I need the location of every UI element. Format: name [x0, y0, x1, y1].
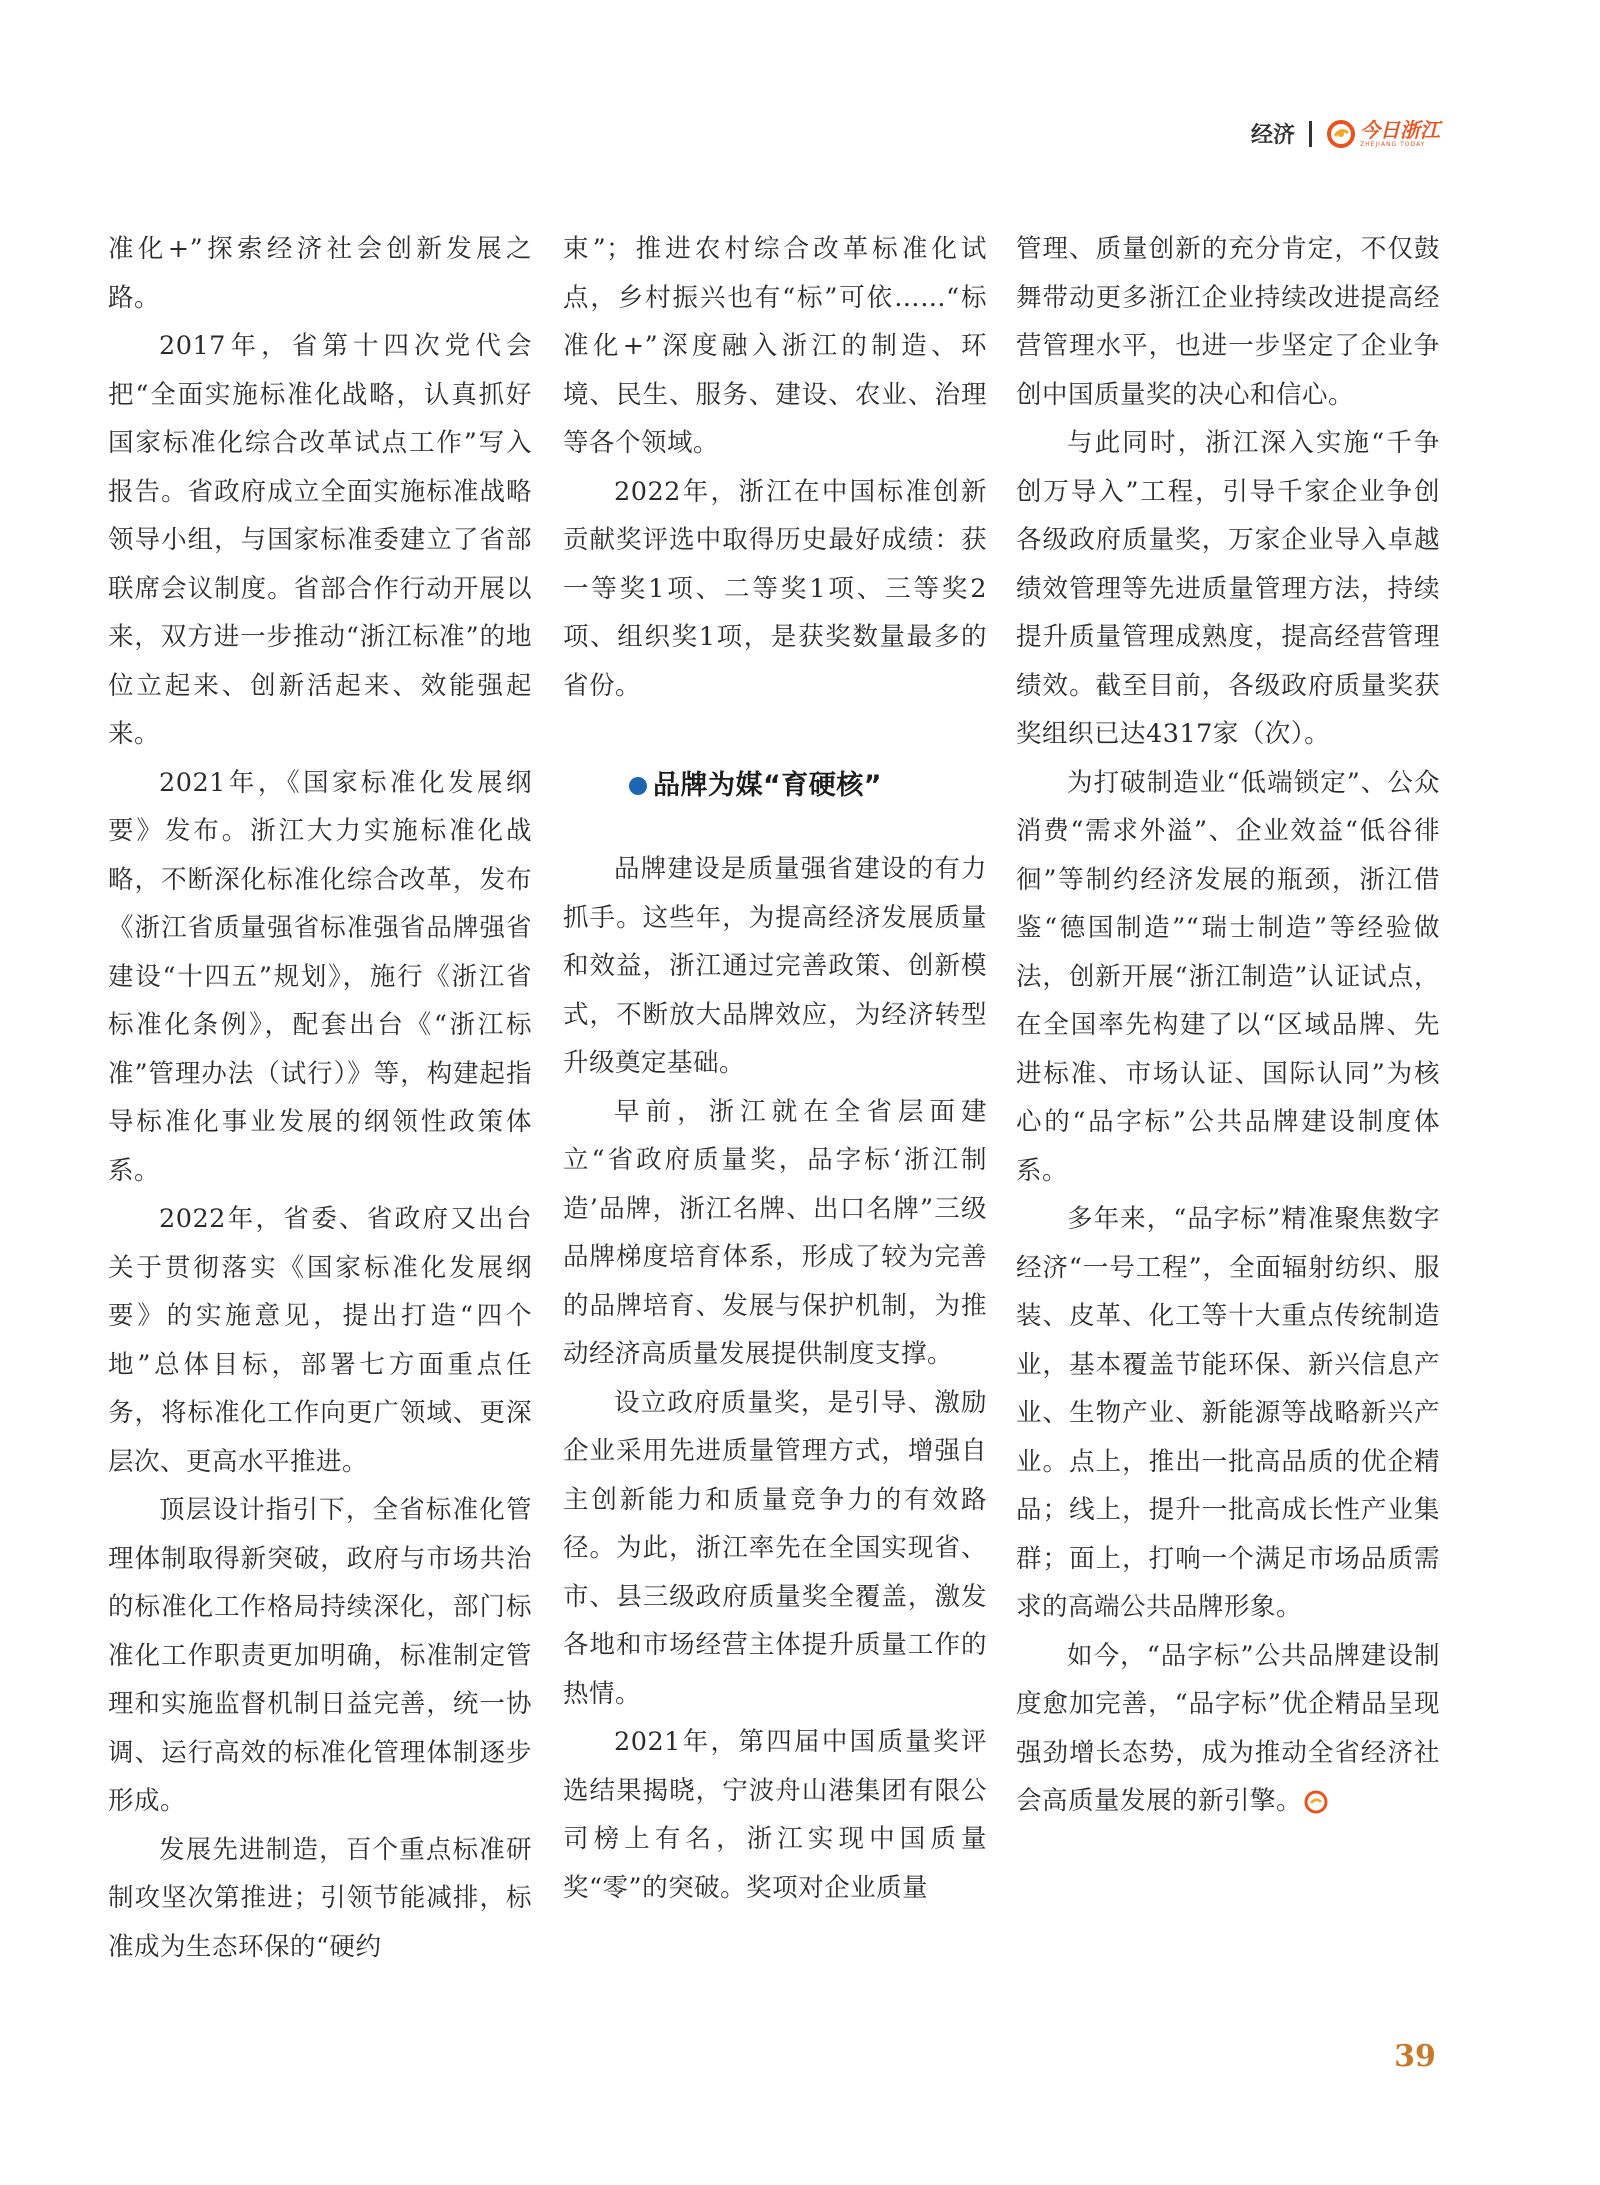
end-mark-icon: [1304, 1790, 1328, 1814]
paragraph: 2022年，浙江在中国标准创新贡献奖评选中取得历史最好成绩：获一等奖1项、二等奖1项、三等奖2项、组织奖1项，是获奖数量最多的省份。: [563, 476, 987, 701]
header-divider: [1309, 121, 1312, 147]
paragraph: 2021年，第四届中国质量奖评选结果揭晓，宁波舟山港集团有限公司榜上有名，浙江实现中国质量奖“零”的突破。奖项对企业质量: [563, 1727, 987, 1903]
page-number: 39: [1394, 2038, 1436, 2074]
column-2: [563, 225, 987, 1912]
column-1: [108, 225, 532, 1971]
paragraph: 品牌建设是质量强省建设的有力抓手。这些年，为提高经济发展质量和效益，浙江通过完善政策、创新模式，不断放大品牌效应，为经济转型升级奠定基础。: [563, 854, 987, 1078]
paragraph: 早前，浙江就在全省层面建立“省政府质量奖，品字标‘浙江制造’品牌，浙江名牌、出口名牌”三级品牌梯度培育体系，形成了较为完善的品牌培育、发展与保护机制，为推动经济高质量发展提供制度支撑。: [563, 1096, 987, 1369]
paragraph: 为打破制造业“低端锁定”、公众消费“需求外溢”、企业效益“低谷徘徊”等制约经济发展的瓶颈，浙江借鉴“德国制造”“瑞士制造”等经验做法，创新开展“浙江制造”认证试点，在全国率先构建了以“区域品牌、先进标准、市场认证、国际认同”为核心的“品字标”公共品牌建设制度体系。: [1016, 767, 1440, 1186]
magazine-logo: [1326, 119, 1440, 149]
paragraph: 设立政府质量奖，是引导、激励企业采用先进质量管理方式，增强自主创新能力和质量竞争力的有效路径。为此，浙江率先在全国实现省、市、县三级政府质量奖全覆盖，激发各地和市场经营主体提升质量工作的热情。: [563, 1387, 987, 1709]
bullet-dot-icon: [629, 777, 647, 795]
subheading-text: 品牌为媒“育硬核”: [653, 770, 882, 801]
column-3: [1016, 225, 1440, 1826]
page-header: [1251, 118, 1440, 149]
logo-text: [1360, 117, 1440, 148]
logo-english: ZHEJIANG TODAY: [1360, 140, 1426, 148]
paragraph: 多年来，“品字标”精准聚焦数字经济“一号工程”，全面辐射纺织、服装、皮革、化工等十大重点传统制造业，基本覆盖节能环保、新兴信息产业、生物产业、新能源等战略新兴产业。点上，推出一批高品质的优企精品；线上，提升一批高成长性产业集群；面上，打响一个满足市场品质需求的高端公共品牌形象。: [1016, 1204, 1440, 1622]
paragraph: [1016, 1632, 1440, 1826]
paragraph: 2021年，《国家标准化发展纲要》发布。浙江大力实施标准化战略，不断深化标准化综合改革，发布《浙江省质量强省标准强省品牌强省建设“十四五”规划》，施行《浙江省标准化条例》，配套出台《“浙江标准”管理办法（试行）》等，构建起指导标准化事业发展的纲领性政策体系。: [108, 767, 532, 1186]
paragraph: 准化+”探索经济社会创新发展之路。: [108, 234, 532, 313]
logo-swirl-icon: [1326, 119, 1356, 149]
paragraph: 管理、质量创新的充分肯定，不仅鼓舞带动更多浙江企业持续改进提高经营管理水平，也进一步坚定了企业争创中国质量奖的决心和信心。: [1016, 234, 1440, 410]
section-label: 经济: [1250, 123, 1295, 148]
final-paragraph-text: 如今，“品字标”公共品牌建设制度愈加完善，“品字标”优企精品呈现强劲增长态势，成为推动全省经济社会高质量发展的新引擎。: [1016, 1640, 1440, 1816]
section-subheading: [563, 772, 987, 799]
paragraph: 与此同时，浙江深入实施“千争创万导入”工程，引导千家企业争创各级政府质量奖，万家企业导入卓越绩效管理等先进质量管理方法，持续提升质量管理成熟度，提高经营管理绩效。截至目前，各级政府质量奖获奖组织已达4317家（次）。: [1016, 428, 1440, 749]
paragraph: 发展先进制造，百个重点标准研制攻坚次第推进；引领节能减排，标准成为生态环保的“硬约: [108, 1834, 532, 1962]
paragraph: 顶层设计指引下，全省标准化管理体制取得新突破，政府与市场共治的标准化工作格局持续深化，部门标准化工作职责更加明确，标准制定管理和实施监督机制日益完善，统一协调、运行高效的标准化管理体制逐步形成。: [108, 1495, 532, 1816]
paragraph: 2022年，省委、省政府又出台关于贯彻落实《国家标准化发展纲要》的实施意见，提出打造“四个地”总体目标，部署七方面重点任务，将标准化工作向更广领域、更深层次、更高水平推进。: [108, 1204, 532, 1477]
paragraph: 束”；推进农村综合改革标准化试点，乡村振兴也有“标”可依……“标准化+”深度融入浙江的制造、环境、民生、服务、建设、农业、治理等各个领域。: [563, 234, 987, 458]
paragraph: 2017年，省第十四次党代会把“全面实施标准化战略，认真抓好国家标准化综合改革试点工作”写入报告。省政府成立全面实施标准战略领导小组，与国家标准委建立了省部联席会议制度。省部合作行动开展以来，双方进一步推动“浙江标准”的地位立起来、创新活起来、效能强起来。: [108, 331, 532, 749]
logo-chinese: 今日浙江: [1360, 117, 1440, 142]
